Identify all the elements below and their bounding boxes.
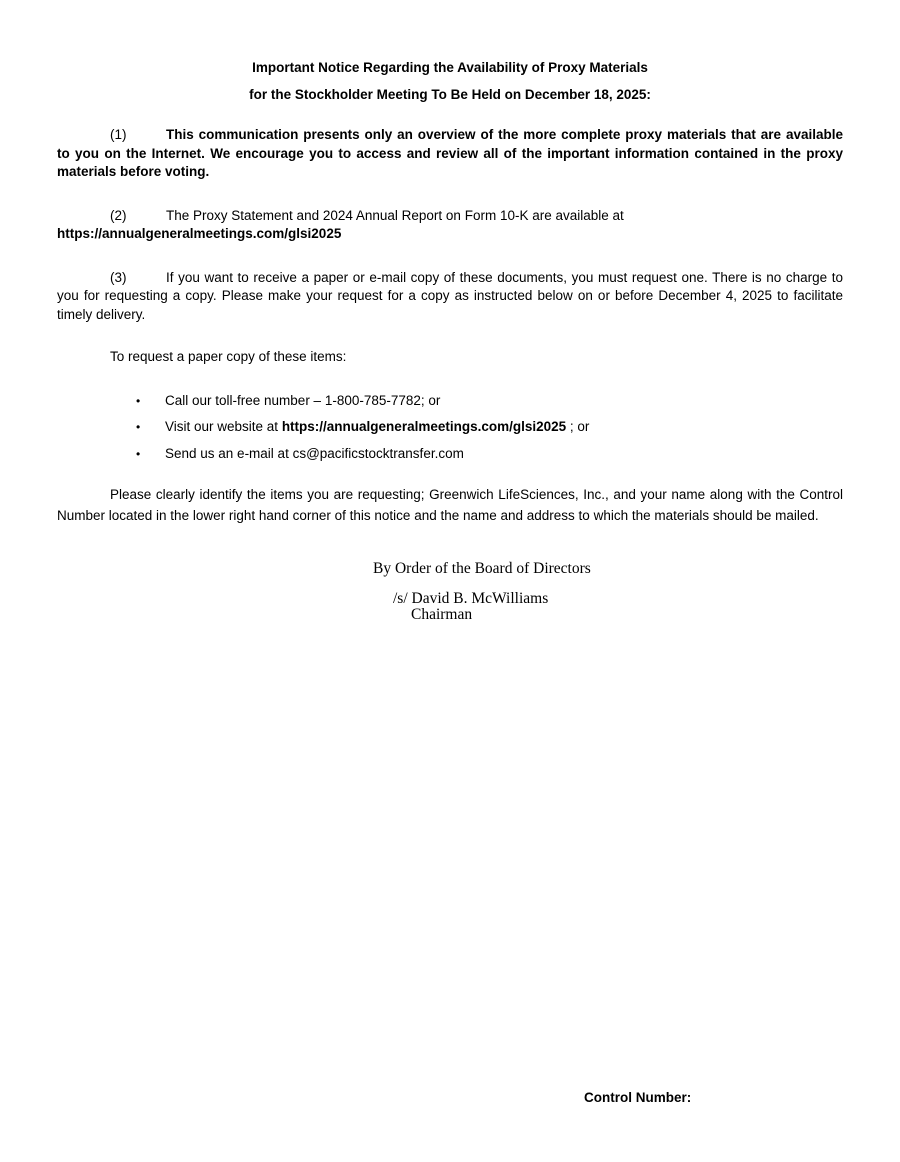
paragraph-1 — [57, 126, 843, 182]
paragraph-3-number: (3) — [110, 269, 127, 285]
signer-line: /s/ David B. McWilliams — [393, 590, 549, 607]
paragraph-2 — [57, 207, 843, 244]
signature-block — [57, 559, 843, 623]
notice-title-line1: Important Notice Regarding the Availability of Proxy Materials — [252, 60, 648, 75]
signer-title-line: Chairman — [411, 606, 473, 623]
list-item-call — [57, 392, 843, 411]
website-url-text: https://annualgeneralmeetings.com/glsi2025 — [281, 419, 567, 434]
bullet-icon: • — [136, 420, 141, 434]
closing-paragraph: Please clearly identify the items you are requesting; Greenwich LifeSciences, Inc., and your name along with the Control Number located in the lower right hand corner of this notice and the name and address to which the materials should be mailed. — [57, 487, 843, 523]
call-option-text: Call our toll-free number – 1-800-785-7782; or — [165, 392, 441, 408]
notice-title-line2: for the Stockholder Meeting To Be Held on December 18, 2025: — [249, 87, 651, 102]
email-option-text: Send us an e-mail at cs@pacificstocktransfer.com — [165, 445, 464, 461]
paragraph-3-text: If you want to receive a paper or e-mail copy of these documents, you must request one. There is no charge to you for requesting a copy. Please make your request for a copy as instructed below on or before December 4, 2025 to facilitate timely delivery. — [57, 269, 843, 322]
bullet-icon: • — [136, 393, 141, 408]
paragraph-2-number: (2) — [110, 207, 127, 223]
paragraph-2-text: The Proxy Statement and 2024 Annual Report on Form 10-K are available at — [166, 207, 624, 223]
control-number-label: Control Number: — [584, 1090, 692, 1105]
list-item-website — [57, 418, 843, 437]
paragraph-3 — [57, 269, 843, 325]
request-intro-line: To request a paper copy of these items: — [110, 349, 347, 364]
proxy-materials-url: https://annualgeneralmeetings.com/glsi2025 — [57, 226, 342, 241]
website-option-suffix: ; or — [566, 419, 590, 434]
paragraph-1-text: This communication presents only an overview of the more complete proxy materials that are available to you on the Internet. We encourage you to access and review all of the important information contained in the proxy materials before voting. — [57, 127, 843, 179]
by-order-line: By Order of the Board of Directors — [373, 560, 591, 577]
request-options-list — [57, 392, 843, 464]
document-content — [57, 0, 843, 623]
paragraph-1-number: (1) — [110, 127, 127, 142]
list-item-email — [57, 445, 843, 464]
bullet-icon: • — [136, 446, 141, 461]
website-option-prefix: Visit our website at — [165, 419, 282, 434]
